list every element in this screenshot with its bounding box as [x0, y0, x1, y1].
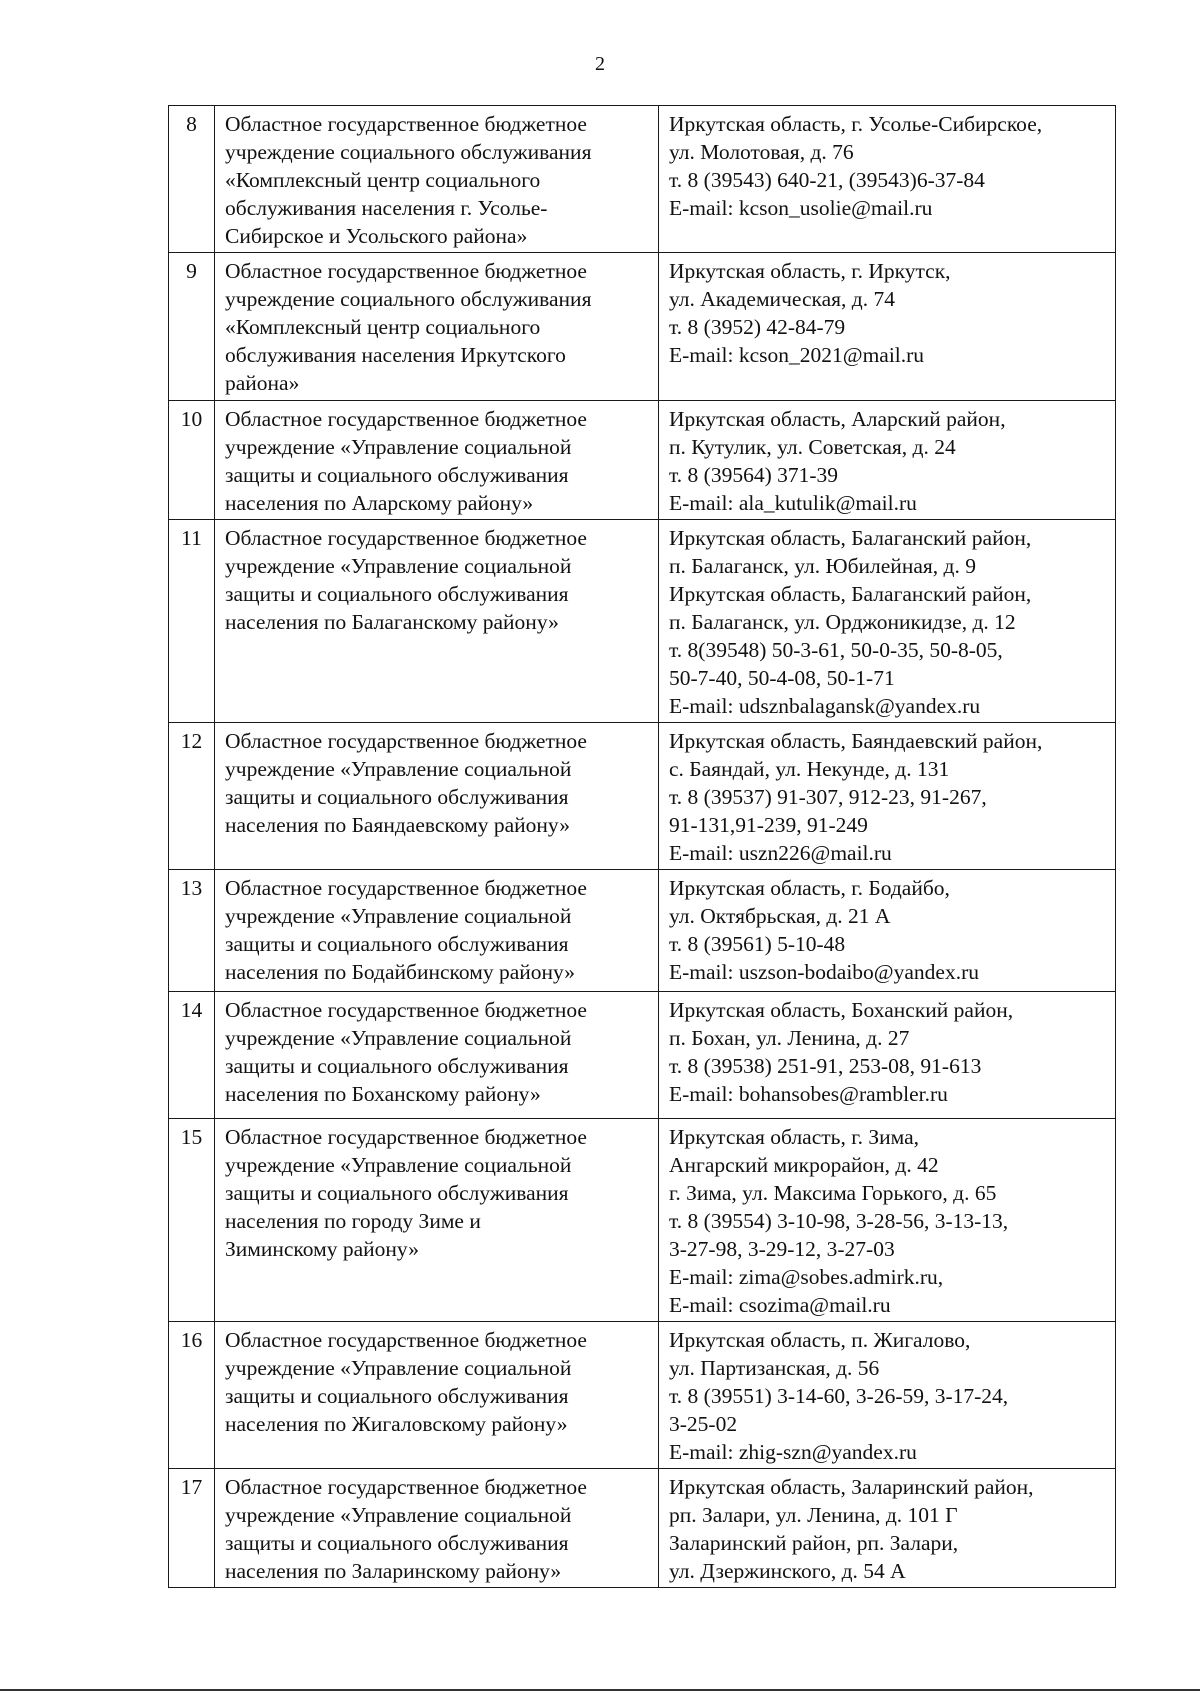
text-line: учреждение «Управление социальной	[225, 1503, 572, 1527]
text-line: Иркутская область, г. Иркутск,	[669, 259, 951, 283]
text-line: Зиминскому району»	[225, 1237, 419, 1261]
text-line: ул. Партизанская, д. 56	[669, 1356, 880, 1380]
text-line: Областное государственное бюджетное	[225, 1328, 587, 1352]
text-line: Иркутская область, Балаганский район,	[669, 526, 1032, 550]
text-line: Областное государственное бюджетное	[225, 729, 587, 753]
text-line: защиты и социального обслуживания	[225, 463, 569, 487]
text-line: т. 8 (39543) 640-21, (39543)6-37-84	[669, 168, 985, 192]
text-line: Иркутская область, Боханский район,	[669, 998, 1014, 1022]
text-line: Иркутская область, Аларский район,	[669, 407, 1006, 431]
text-line: района»	[225, 371, 300, 395]
organization-name	[215, 401, 659, 520]
text-line: Заларинский район, рп. Залари,	[669, 1531, 959, 1555]
text-line: с. Баяндай, ул. Некунде, д. 131	[669, 757, 950, 781]
page-number: 2	[595, 53, 605, 75]
text-line: 50-7-40, 50-4-08, 50-1-71	[669, 666, 895, 690]
text-line: учреждение социального обслуживания	[225, 287, 592, 311]
text-line: Иркутская область, Баяндаевский район,	[669, 729, 1043, 753]
text-line: рп. Залари, ул. Ленина, д. 101 Г	[669, 1503, 958, 1527]
text-line: 3-25-02	[669, 1412, 738, 1436]
contact-info	[659, 401, 1116, 520]
text-line: защиты и социального обслуживания	[225, 582, 569, 606]
email-text: E-mail: ala_kutulik@mail.ru	[669, 491, 917, 515]
organization-name	[215, 520, 659, 723]
text-line: т. 8 (39561) 5-10-48	[669, 932, 846, 956]
text-line: Иркутская область, Заларинский район,	[669, 1475, 1034, 1499]
contact-info	[659, 723, 1116, 870]
table-row	[169, 401, 1116, 520]
text-line: Областное государственное бюджетное	[225, 259, 587, 283]
text-line: т. 8 (39538) 251-91, 253-08, 91-613	[669, 1054, 982, 1078]
text-line: обслуживания населения Иркутского	[225, 343, 566, 367]
text-line: населения по Заларинскому району»	[225, 1559, 562, 1583]
row-number: 17	[169, 1469, 215, 1588]
email-text: E-mail: udsznbalagansk@yandex.ru	[669, 694, 981, 718]
table-row	[169, 992, 1116, 1119]
email-text: E-mail: kcson_2021@mail.ru	[669, 343, 925, 367]
contact-info	[659, 1119, 1116, 1322]
row-number: 12	[169, 723, 215, 870]
table-row	[169, 106, 1116, 253]
table-row	[169, 870, 1116, 992]
text-line: т. 8 (39551) 3-14-60, 3-26-59, 3-17-24,	[669, 1384, 1009, 1408]
text-line: учреждение «Управление социальной	[225, 554, 572, 578]
text-line: п. Балаганск, ул. Орджоникидзе, д. 12	[669, 610, 1016, 634]
table-row	[169, 253, 1116, 401]
text-line: Иркутская область, г. Зима,	[669, 1125, 920, 1149]
text-line: учреждение «Управление социальной	[225, 1153, 572, 1177]
organization-name	[215, 1119, 659, 1322]
text-line: учреждение «Управление социальной	[225, 1356, 572, 1380]
text-line: г. Зима, ул. Максима Горького, д. 65	[669, 1181, 997, 1205]
row-number: 14	[169, 992, 215, 1119]
text-line: Иркутская область, г. Усолье-Сибирское,	[669, 112, 1043, 136]
row-number: 9	[169, 253, 215, 401]
text-line: ул. Молотовая, д. 76	[669, 140, 854, 164]
text-line: защиты и социального обслуживания	[225, 1531, 569, 1555]
scan-edge-divider	[0, 1689, 1200, 1691]
text-line: населения по Балаганскому району»	[225, 610, 559, 634]
text-line: Иркутская область, Балаганский район,	[669, 582, 1032, 606]
text-line: т. 8 (39564) 371-39	[669, 463, 839, 487]
organization-name	[215, 723, 659, 870]
email-text: E-mail: zhig-szn@yandex.ru	[669, 1440, 917, 1464]
text-line: обслуживания населения г. Усолье-	[225, 196, 548, 220]
contact-info	[659, 1322, 1116, 1469]
text-line: Сибирское и Усольского района»	[225, 224, 528, 248]
table-row	[169, 1469, 1116, 1588]
contact-info	[659, 106, 1116, 253]
text-line: защиты и социального обслуживания	[225, 1181, 569, 1205]
text-line: ул. Академическая, д. 74	[669, 287, 895, 311]
table-row	[169, 1119, 1116, 1322]
text-line: защиты и социального обслуживания	[225, 1054, 569, 1078]
row-number: 16	[169, 1322, 215, 1469]
contact-info	[659, 253, 1116, 401]
text-line: Иркутская область, г. Бодайбо,	[669, 876, 950, 900]
email-text: E-mail: uszn226@mail.ru	[669, 841, 892, 865]
organization-name	[215, 992, 659, 1119]
text-line: Областное государственное бюджетное	[225, 112, 587, 136]
email-text: E-mail: uszson-bodaibo@yandex.ru	[669, 960, 979, 984]
text-line: Областное государственное бюджетное	[225, 998, 587, 1022]
organizations-table	[168, 105, 1116, 1588]
row-number: 10	[169, 401, 215, 520]
text-line: «Комплексный центр социального	[225, 315, 541, 339]
contact-info	[659, 1469, 1116, 1588]
text-line: населения по Боханскому району»	[225, 1082, 541, 1106]
text-line: т. 8(39548) 50-3-61, 50-0-35, 50-8-05,	[669, 638, 1003, 662]
organization-name	[215, 1469, 659, 1588]
organization-name	[215, 1322, 659, 1469]
text-line: т. 8 (39554) 3-10-98, 3-28-56, 3-13-13,	[669, 1209, 1009, 1233]
organization-name	[215, 870, 659, 992]
text-line: населения по Баяндаевскому району»	[225, 813, 570, 837]
table-row	[169, 1322, 1116, 1469]
email-text: E-mail: csozima@mail.ru	[669, 1293, 891, 1317]
text-line: защиты и социального обслуживания	[225, 785, 569, 809]
text-line: Областное государственное бюджетное	[225, 876, 587, 900]
text-line: населения по Жигаловскому району»	[225, 1412, 568, 1436]
text-line: учреждение «Управление социальной	[225, 1026, 572, 1050]
row-number: 13	[169, 870, 215, 992]
text-line: населения по Бодайбинскому району»	[225, 960, 576, 984]
email-text: E-mail: bohansobes@rambler.ru	[669, 1082, 948, 1106]
organizations-table-body	[169, 106, 1116, 1588]
text-line: учреждение «Управление социальной	[225, 435, 572, 459]
text-line: т. 8 (39537) 91-307, 912-23, 91-267,	[669, 785, 987, 809]
text-line: населения по Аларскому району»	[225, 491, 534, 515]
text-line: учреждение социального обслуживания	[225, 140, 592, 164]
text-line: учреждение «Управление социальной	[225, 757, 572, 781]
text-line: Областное государственное бюджетное	[225, 526, 587, 550]
text-line: 91-131,91-239, 91-249	[669, 813, 868, 837]
contact-info	[659, 992, 1116, 1119]
text-line: ул. Октябрьская, д. 21 А	[669, 904, 891, 928]
contact-info	[659, 520, 1116, 723]
row-number: 11	[169, 520, 215, 723]
text-line: п. Бохан, ул. Ленина, д. 27	[669, 1026, 910, 1050]
text-line: защиты и социального обслуживания	[225, 1384, 569, 1408]
text-line: учреждение «Управление социальной	[225, 904, 572, 928]
organization-name	[215, 253, 659, 401]
text-line: Областное государственное бюджетное	[225, 1125, 587, 1149]
text-line: Иркутская область, п. Жигалово,	[669, 1328, 971, 1352]
text-line: 3-27-98, 3-29-12, 3-27-03	[669, 1237, 895, 1261]
text-line: ул. Дзержинского, д. 54 А	[669, 1559, 906, 1583]
text-line: т. 8 (3952) 42-84-79	[669, 315, 846, 339]
text-line: п. Кутулик, ул. Советская, д. 24	[669, 435, 956, 459]
text-line: Областное государственное бюджетное	[225, 407, 587, 431]
email-text: E-mail: kcson_usolie@mail.ru	[669, 196, 933, 220]
table-row	[169, 723, 1116, 870]
text-line: «Комплексный центр социального	[225, 168, 541, 192]
row-number: 8	[169, 106, 215, 253]
contact-info	[659, 870, 1116, 992]
text-line: Областное государственное бюджетное	[225, 1475, 587, 1499]
text-line: защиты и социального обслуживания	[225, 932, 569, 956]
table-row	[169, 520, 1116, 723]
row-number: 15	[169, 1119, 215, 1322]
email-text: E-mail: zima@sobes.admirk.ru,	[669, 1265, 944, 1289]
organization-name	[215, 106, 659, 253]
text-line: п. Балаганск, ул. Юбилейная, д. 9	[669, 554, 976, 578]
text-line: Ангарский микрорайон, д. 42	[669, 1153, 939, 1177]
text-line: населения по городу Зиме и	[225, 1209, 481, 1233]
